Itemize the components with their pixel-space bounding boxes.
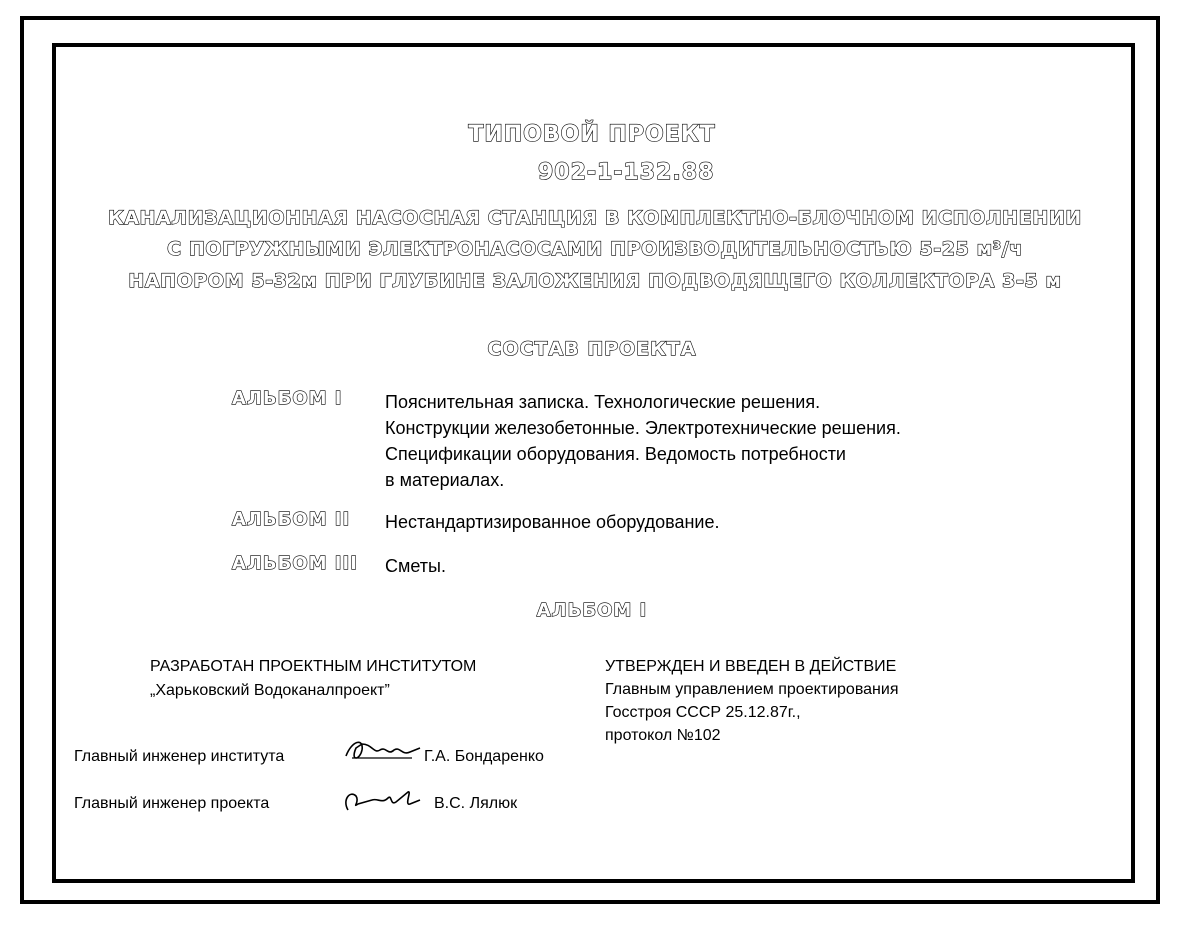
- description-line-1: КАНАЛИЗАЦИОННАЯ НАСОСНАЯ СТАНЦИЯ В КОМПЛЕКТНО-БЛОЧНОМ ИСПОЛНЕНИИ: [108, 207, 1082, 229]
- chief-project-name: В.С. Лялюк: [434, 795, 518, 812]
- album-3-description: [385, 553, 446, 579]
- approved-by-line: Госстроя СССР 25.12.87г.,: [605, 704, 801, 721]
- composition-heading: СОСТАВ ПРОЕКТА: [487, 338, 697, 360]
- description-line-3: НАПОРОМ 5-32м ПРИ ГЛУБИНЕ ЗАЛОЖЕНИЯ ПОДВОДЯЩЕГО КОЛЛЕКТОРА 3-5 м: [128, 270, 1062, 292]
- project-number: 902-1-132.88: [538, 160, 715, 185]
- approved-by-block: [605, 655, 898, 747]
- developed-by-block: [150, 655, 476, 703]
- signature-2-icon: [338, 782, 424, 816]
- album-3-line: Сметы.: [385, 556, 446, 576]
- album-1-description: [385, 389, 901, 493]
- album-1-line: Спецификации оборудования. Ведомость потребности: [385, 444, 846, 464]
- album-3-label: АЛЬБОМ III: [232, 553, 358, 574]
- album-1-line: Конструкции железобетонные. Электротехнические решения.: [385, 418, 901, 438]
- signature-1-icon: [342, 736, 424, 766]
- approved-by-line: Главным управлением проектирования: [605, 681, 899, 698]
- chief-project-role: Главный инженер проекта: [74, 795, 270, 812]
- developed-by-line: РАЗРАБОТАН ПРОЕКТНЫМ ИНСТИТУТОМ: [150, 658, 477, 675]
- chief-institute-role: Главный инженер института: [74, 748, 285, 765]
- album-1-line: Пояснительная записка. Технологические решения.: [385, 392, 821, 412]
- approved-by-line: УТВЕРЖДЕН И ВВЕДЕН В ДЕЙСТВИЕ: [605, 658, 897, 675]
- document-title: ТИПОВОЙ ПРОЕКТ: [468, 122, 716, 147]
- album-1-label: АЛЬБОМ I: [232, 388, 343, 409]
- album-2-description: [385, 509, 719, 535]
- current-album: АЛЬБОМ I: [536, 600, 648, 621]
- album-2-line: Нестандартизированное оборудование.: [385, 512, 720, 532]
- album-2-label: АЛЬБОМ II: [232, 509, 351, 530]
- institute-name: „Харьковский Водоканалпроект”: [150, 682, 390, 699]
- description-line-2: С ПОГРУЖНЫМИ ЭЛЕКТРОНАСОСАМИ ПРОИЗВОДИТЕЛЬНОСТЬЮ 5-25 м³/ч: [167, 238, 1023, 260]
- chief-institute-name: Г.А. Бондаренко: [424, 748, 544, 765]
- approved-by-line: протокол №102: [605, 727, 721, 744]
- album-1-line: в материалах.: [385, 470, 505, 490]
